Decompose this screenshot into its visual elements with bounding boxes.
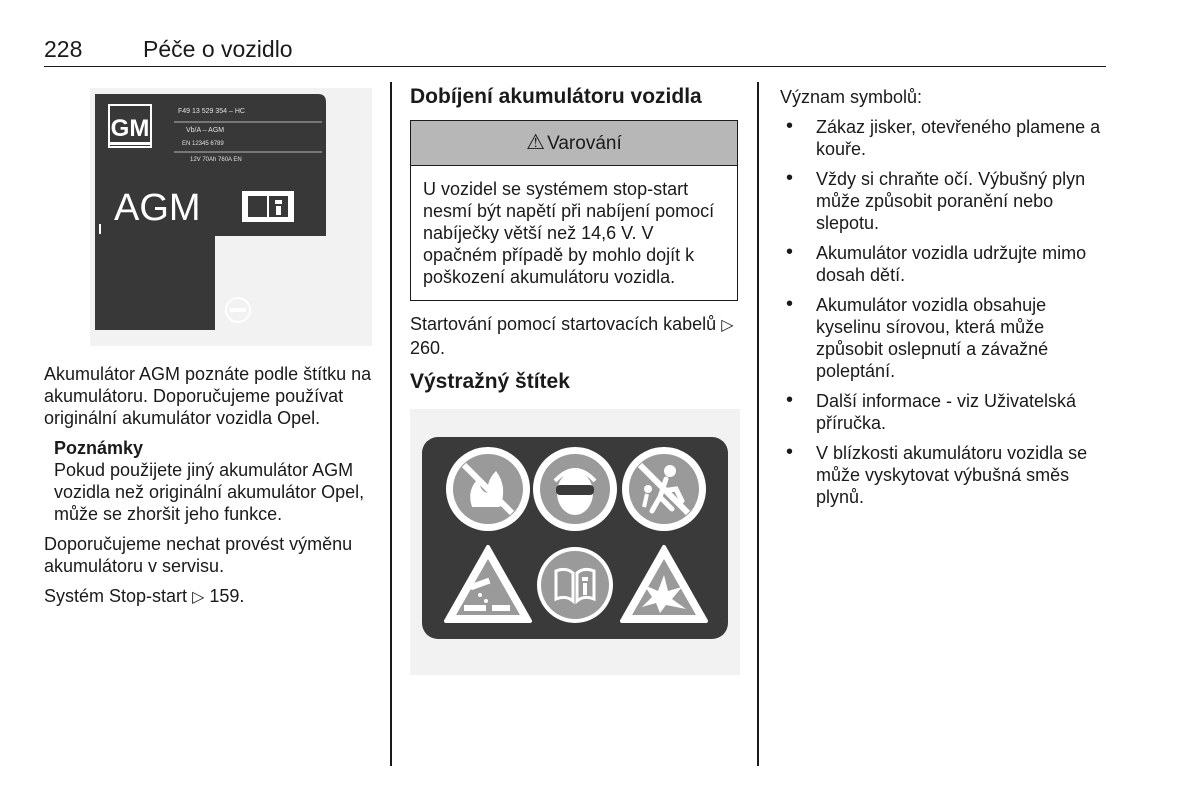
page-header (44, 36, 1106, 67)
list-item: • Zákaz jisker, otevřeného plamene a kouře. (780, 116, 1110, 160)
paragraph: Doporučujeme nechat provést výměnu akumulátoru v servisu. (44, 534, 353, 576)
cross-reference-text: Startování pomocí startovacích kabelů (410, 314, 717, 334)
column-middle (410, 84, 742, 675)
warning-header (411, 121, 737, 166)
svg-text:Vb/A – AGM: Vb/A – AGM (186, 127, 225, 134)
list-item: • Akumulátor vozidla obsahuje kyselinu sírovou, která může způsobit oslepnutí a závažné poleptání. (780, 294, 1110, 382)
page-reference[interactable]: 260. (410, 338, 446, 358)
warning-symbols-figure (410, 409, 740, 675)
column-divider (757, 82, 759, 766)
warning-triangle-icon: ⚠ (526, 131, 546, 154)
manual-icon (242, 191, 294, 222)
list-item: • Další informace - viz Uživatelská příručka. (780, 390, 1110, 434)
arrow-icon: ▷ (192, 589, 205, 606)
no-fire-icon (446, 447, 530, 531)
svg-text:F49 13 529 354 – HC: F49 13 529 354 – HC (178, 108, 245, 115)
svg-text:EN 12345 6789: EN 12345 6789 (182, 141, 224, 147)
page-number: 228 (44, 36, 83, 62)
agm-battery-label-figure (90, 88, 372, 346)
cross-reference-text: Systém Stop-start (44, 586, 188, 606)
warning-title: Varování (547, 133, 622, 154)
section-heading: Výstražný štítek (410, 370, 570, 393)
note-title: Poznámky (54, 438, 144, 458)
note-block (54, 437, 376, 525)
list-item: • V blízkosti akumulátoru vozidla se může vyskytovat výbušná směs plynů. (780, 442, 1110, 508)
column-right (780, 86, 1110, 516)
column-divider (390, 82, 392, 766)
no-children-icon (622, 447, 706, 531)
page-reference[interactable]: 159. (209, 586, 245, 606)
list-item: • Vždy si chraňte očí. Výbušný plyn může způsobit poranění nebo slepotu. (780, 168, 1110, 234)
agm-mark: AGM (114, 187, 201, 229)
section-title: Péče o vozidlo (143, 36, 293, 62)
warning-box (410, 120, 738, 301)
column-left (44, 363, 376, 617)
read-manual-icon (537, 547, 613, 623)
arrow-icon: ▷ (721, 317, 734, 334)
svg-text:12V 70Ah 760A EN: 12V 70Ah 760A EN (190, 157, 242, 163)
paragraph: Akumulátor AGM poznáte podle štítku na akumulátoru. Doporučujeme používat originální akumulátor vozidla Opel. (44, 364, 372, 428)
svg-text:GM: GM (110, 115, 150, 142)
gm-logo (108, 104, 152, 148)
symbols-intro: Význam symbolů: (780, 87, 923, 107)
cross-reference[interactable] (410, 313, 742, 359)
note-text: Pokud použijete jiný akumulátor AGM vozidla než originální akumulátor Opel, může se zhoršit jeho funkce. (54, 460, 365, 524)
list-item: • Akumulátor vozidla udržujte mimo dosah dětí. (780, 242, 1110, 286)
symbol-list (780, 116, 1110, 508)
section-heading: Dobíjení akumulátoru vozidla (410, 85, 702, 108)
eye-protection-icon (533, 447, 617, 531)
cross-reference[interactable] (44, 585, 376, 609)
warning-text: U vozidel se systémem stop-start nesmí být napětí při nabíjení pomocí nabíječky větší než 14,6 V. V opačném případě by mohlo dojít k poškození akumulátoru vozidla. (423, 179, 715, 287)
